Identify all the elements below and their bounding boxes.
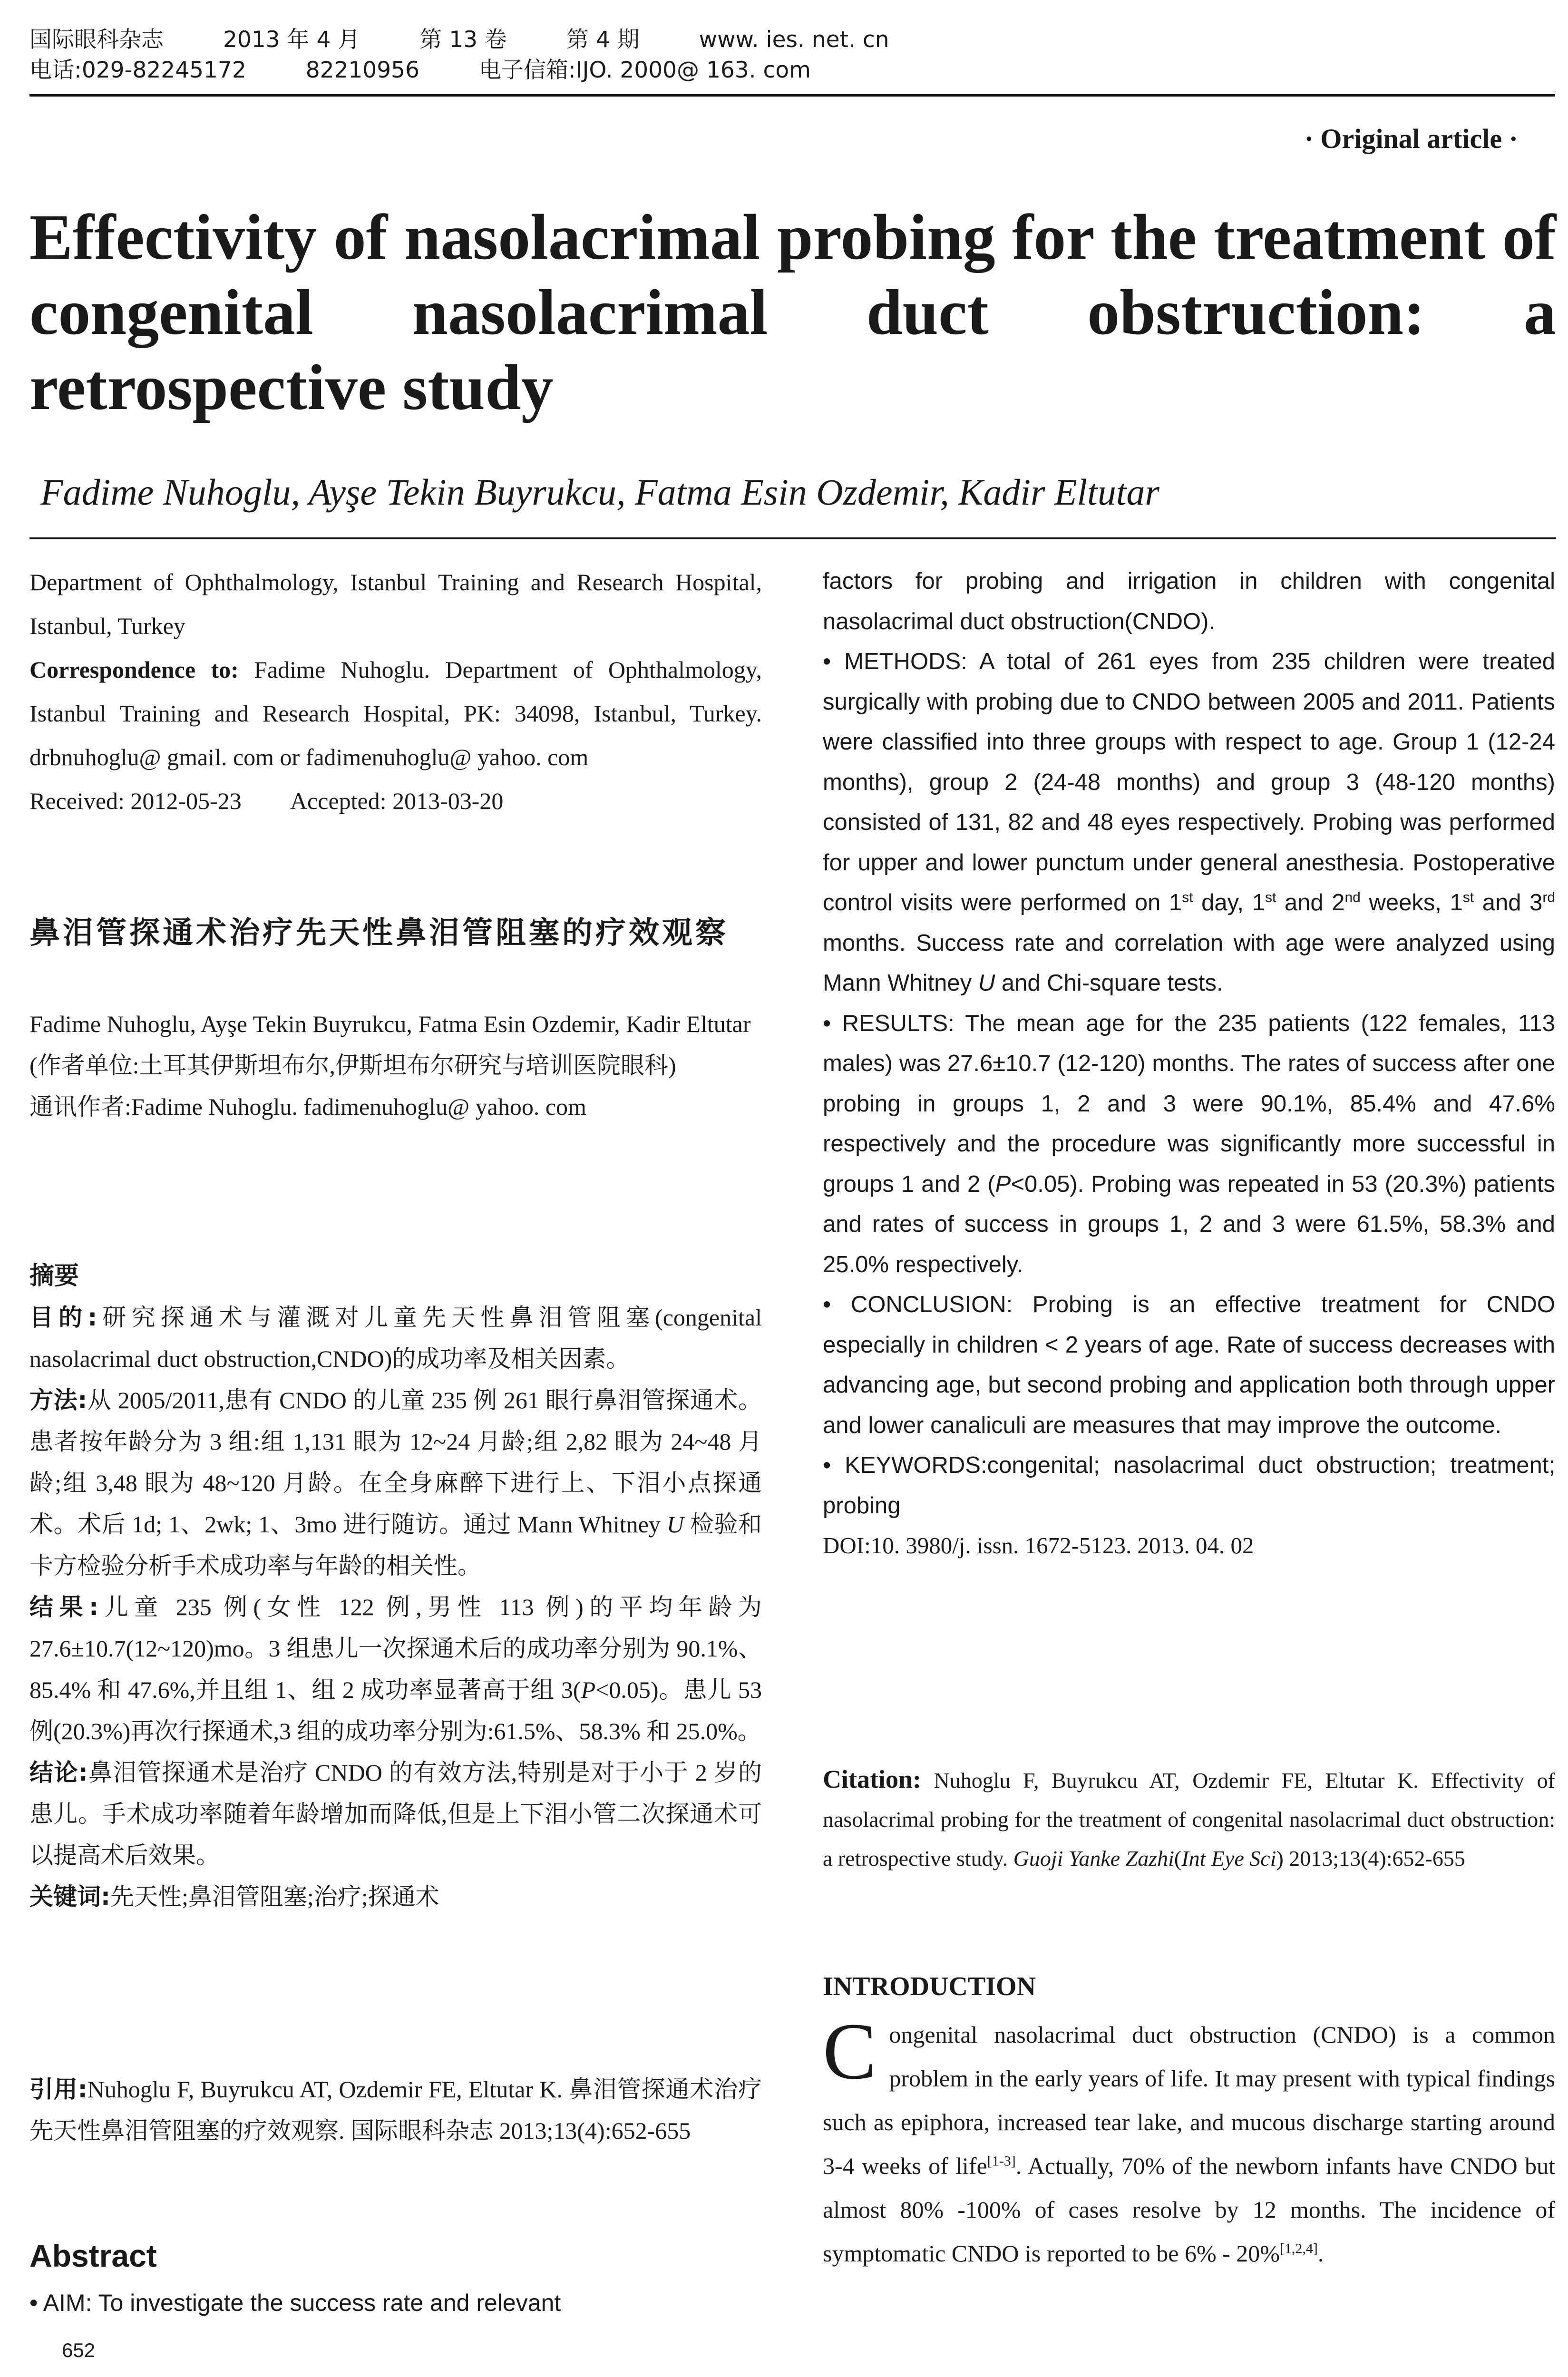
abstract-aim-continued: factors for probing and irrigation in children with congenital nasolacrimal duct obstruction(CNDO). [823, 568, 1555, 634]
cn-keywords-label: 关键词: [29, 1883, 110, 1910]
sup-st-2: st [1265, 889, 1276, 906]
cn-methods-text: 从 2005/2011,患有 CNDO 的儿童 235 例 261 眼行鼻泪管探通术。患者按年龄分为 3 组:组 1,131 眼为 12~24 月龄;组 2,82 眼为 24~48 月龄;组 3,48 眼为 48~120 月龄。在全身麻醉下进行上、下泪小点探通术。术后 1d; 1、2wk; 1、3mo 进行随访。通过 Mann Whitney [29, 1387, 762, 1538]
abstract-methods-b: day, 1 [1193, 890, 1265, 916]
doi: DOI:10. 3980/j. issn. 1672-5123. 2013. 04. 02 [823, 1532, 1254, 1559]
accepted-date: Accepted: 2013-03-20 [290, 788, 504, 814]
cn-results-label: 结果: [29, 1593, 99, 1621]
abstract-methods-label: METHODS: [844, 649, 967, 674]
citation-block [823, 1760, 1555, 1878]
cn-keywords-text: 先天性;鼻泪管阻塞;治疗;探通术 [110, 1883, 439, 1910]
intro-text-a: ongenital nasolacrimal duct obstruction (CNDO) is a common problem in the early years of life. It may present with typical findings such as epiphora, increased tear lake, and mucous discharge starting around 3-4 weeks of life [823, 2021, 1555, 2179]
cn-aim [29, 1297, 762, 1380]
cn-results-p: P [581, 1676, 596, 1703]
abstract-conclusion-label: CONCLUSION: [850, 1292, 1013, 1317]
abstract-results-b: <0.05). Probing was repeated in 53 (20.3%) patients and rates of success in groups 1, 2 and 3 were 61.5%, 58.3% and 25.0% respectively. [823, 1171, 1555, 1277]
abstract-results-text: The mean age for the 235 patients (122 females, 113 males) was 27.6±10.7 (12-120) months. The rates of success after one probing in groups 1, 2 and 3 were 90.1%, 85.4% and 47.6% respectively and the procedure was significantly more successful in groups 1 and 2 ( [823, 1010, 1555, 1197]
cn-cite-label: 引用: [29, 2075, 88, 2103]
abstract-methods-d: weeks, 1 [1360, 890, 1463, 916]
header-rule [29, 94, 1555, 97]
cn-title: 鼻泪管探通术治疗先天性鼻泪管阻塞的疗效观察 [29, 916, 729, 951]
cn-abstract-heading: 摘要 [29, 1262, 79, 1290]
phone: 电话:029-82245172 [29, 57, 246, 83]
abstract-heading: Abstract [29, 2238, 157, 2273]
cn-conclusion-label: 结论: [29, 1759, 88, 1786]
citation-label: Citation: [823, 1765, 921, 1793]
abstract-results-label: RESULTS: [842, 1010, 954, 1036]
cn-conclusion [29, 1752, 762, 1876]
cn-conclusion-text: 鼻泪管探通术是治疗 CNDO 的有效方法,特别是对于小于 2 岁的患儿。手术成功率随着年龄增加而降低,但是上下泪小管二次探通术可以提高术后效果。 [29, 1759, 762, 1869]
cn-methods-label: 方法: [29, 1386, 88, 1414]
title-rule [29, 537, 1556, 539]
sup-nd: nd [1344, 889, 1361, 906]
abstract-aim-label: AIM: [43, 2289, 92, 2316]
article-title: Effectivity of nasolacrimal probing for the treatment of congenital nasolacrimal duct obstruction: a retrospective study [29, 202, 1556, 423]
abstract-keywords-label: KEYWORDS: [845, 1452, 987, 1478]
cn-citation [29, 2069, 762, 2152]
cn-keywords [29, 1876, 762, 1918]
email: 电子信箱:IJO. 2000@ 163. com [478, 57, 811, 83]
cn-aim-label: 目的: [29, 1304, 97, 1331]
cn-author-block [29, 1003, 762, 1128]
cn-methods-u: U [666, 1511, 684, 1538]
cn-abstract [29, 1256, 762, 1918]
article-type: · Original article · [1304, 123, 1518, 154]
cn-results-text-b: <0.05)。患儿 53 例(20.3%)再次行探通术,3 组的成功率分别为:61.5%、58.3% 和 25.0%。 [29, 1676, 762, 1744]
abstract-keywords: • KEYWORDS:congenital; nasolacrimal duct obstruction; treatment; probing [823, 1452, 1555, 1519]
cn-methods-text-b: 检验和卡方检验分析手术成功率与年龄的相关性。 [29, 1511, 762, 1579]
cn-results [29, 1587, 762, 1752]
journal-header [29, 25, 1551, 86]
citation-text-b: ( [1174, 1846, 1182, 1870]
volume: 第 13 卷 [419, 27, 507, 53]
citation-text: Nuhoglu F, Buyrukcu AT, Ozdemir FE, Eltutar K. Effectivity of nasolacrimal probing for the treatment of congenital nasolacrimal duct obstruction: a retrospective study. [823, 1768, 1555, 1870]
abstract-methods-c: and 2 [1276, 890, 1345, 916]
introduction-text [823, 2007, 1555, 2275]
page-number: 652 [62, 2339, 96, 2361]
abstract-methods-g: and Chi-square tests. [995, 970, 1223, 996]
cn-results-text: 儿童 235 例(女性 122 例,男性 113 例)的平均年龄为 27.6±10.7(12~120)mo。3 组患儿一次探通术后的成功率分别为 90.1%、85.4% 和 47.6%,并且组 1、组 2 成功率显著高于组 3( [29, 1594, 762, 1703]
correspondence-label: Correspondence to: [29, 656, 239, 683]
abstract-body [823, 561, 1555, 1566]
abstract-methods-e: and 3 [1474, 890, 1543, 916]
issue-date: 2013 年 4 月 [223, 27, 360, 53]
cn-cite-text: Nuhoglu F, Buyrukcu AT, Ozdemir FE, Eltutar K. 鼻泪管探通术治疗先天性鼻泪管阻塞的疗效观察. 国际眼科杂志 2013;13(4):652-655 [29, 2076, 762, 2144]
correspondence-text: Fadime Nuhoglu. Department of Ophthalmology, Istanbul Training and Research Hospital, PK: 34098, Istanbul, Turkey. drbnuhoglu@ gmail. com or fadimenuhoglu@ yahoo. com [29, 656, 762, 770]
affiliation: Department of Ophthalmology, Istanbul Training and Research Hospital, Istanbul, Turkey [29, 569, 762, 639]
intro-ref-2: [1,2,4] [1279, 2241, 1318, 2257]
sup-rd: rd [1542, 889, 1556, 906]
intro-text-b: . Actually, 70% of the newborn infants have CNDO but almost 80% -100% of cases resolve by 12 months. The incidence of symptomatic CNDO is reported to be 6% - 20% [823, 2153, 1555, 2267]
cn-corresponding: 通讯作者:Fadime Nuhoglu. fadimenuhoglu@ yahoo. com [29, 1093, 586, 1120]
abstract-conclusion: • CONCLUSION: Probing is an effective treatment for CNDO especially in children < 2 years of age. Rate of success decreases with advancing age, but second probing and application both through upper and lower canaliculi are measures that may improve the outcome. [823, 1292, 1555, 1438]
introduction-heading: INTRODUCTION [823, 1972, 1036, 2001]
journal-website: www. ies. net. cn [699, 27, 889, 53]
correspondence [29, 648, 762, 779]
phone-2: 82210956 [305, 57, 419, 83]
issue-number: 第 4 期 [566, 27, 640, 53]
citation-journal-en: Int Eye Sci [1181, 1846, 1276, 1870]
affiliation-block [29, 560, 762, 823]
intro-text-c: . [1317, 2240, 1324, 2267]
cn-unit: (作者单位:土耳其伊斯坦布尔,伊斯坦布尔研究与培训医院眼科) [29, 1052, 676, 1079]
abstract-keywords-text: congenital; nasolacrimal duct obstruction; treatment; probing [823, 1452, 1555, 1519]
abstract-results: • RESULTS: The mean age for the 235 patients (122 females, 113 males) was 27.6±10.7 (12-120) months. The rates of success after one probing in groups 1, 2 and 3 were 90.1%, 85.4% and 47.6% respectively and the procedure was significantly more successful in groups 1 and 2 (P<0.05). Probing was repeated in 53 (20.3%) patients and rates of success in groups 1, 2 and 3 were 61.5%, 58.3% and 25.0% respectively. [823, 1010, 1555, 1277]
dropcap: C [823, 2007, 877, 2096]
abstract-results-p: P [995, 1171, 1011, 1197]
cn-methods [29, 1380, 762, 1587]
cn-aim-text: 研究探通术与灌溉对儿童先天性鼻泪管阻塞(congenital nasolacrimal duct obstruction,CNDO)的成功率及相关因素。 [29, 1304, 762, 1372]
dates [29, 779, 762, 823]
citation-text-c: ) 2013;13(4):652-655 [1276, 1846, 1465, 1870]
journal-name: 国际眼科杂志 [29, 27, 164, 53]
authors: Fadime Nuhoglu, Ayşe Tekin Buyrukcu, Fatma Esin Ozdemir, Kadir Eltutar [40, 471, 1159, 513]
header-line-1 [29, 25, 1551, 55]
abstract-aim-start: • AIM: To investigate the success rate and relevant [29, 2289, 561, 2316]
abstract-methods-text: A total of 261 eyes from 235 children were treated surgically with probing due to CNDO between 2005 and 2011. Patients were classified into three groups with respect to age. Group 1 (12-24 months), group 2 (24-48 months) and group 3 (48-120 months) consisted of 131, 82 and 48 eyes respectively. Probing was performed for upper and lower punctum under general anesthesia. Postoperative control visits were performed on 1 [823, 649, 1555, 916]
abstract-methods-u: U [978, 970, 995, 996]
citation-journal: Guoji Yanke Zazhi [1013, 1846, 1174, 1870]
sup-st-3: st [1462, 889, 1474, 906]
intro-ref-1: [1-3] [987, 2153, 1016, 2169]
abstract-conclusion-text: Probing is an effective treatment for CNDO especially in children < 2 years of age. Rate of success decreases with advancing age, but second probing and application both through upper and lower canaliculi are measures that may improve the outcome. [823, 1292, 1555, 1438]
header-line-2 [29, 55, 1551, 86]
cn-authors: Fadime Nuhoglu, Ayşe Tekin Buyrukcu, Fatma Esin Ozdemir, Kadir Eltutar [29, 1011, 751, 1037]
abstract-methods-f: months. Success rate and correlation with age were analyzed using Mann Whitney [823, 930, 1555, 996]
received-date: Received: 2012-05-23 [29, 788, 242, 814]
sup-st-1: st [1182, 889, 1193, 906]
abstract-methods: • METHODS: A total of 261 eyes from 235 children were treated surgically with probing due to CNDO between 2005 and 2011. Patients were classified into three groups with respect to age. Group 1 (12-24 months), group 2 (24-48 months) and group 3 (48-120 months) consisted of 131, 82 and 48 eyes respectively. Probing was performed for upper and lower punctum under general anesthesia. Postoperative control visits were performed on 1st day, 1st and 2nd weeks, 1st and 3rd months. Success rate and correlation with age were analyzed using Mann Whitney U and Chi-square tests. [823, 649, 1556, 996]
